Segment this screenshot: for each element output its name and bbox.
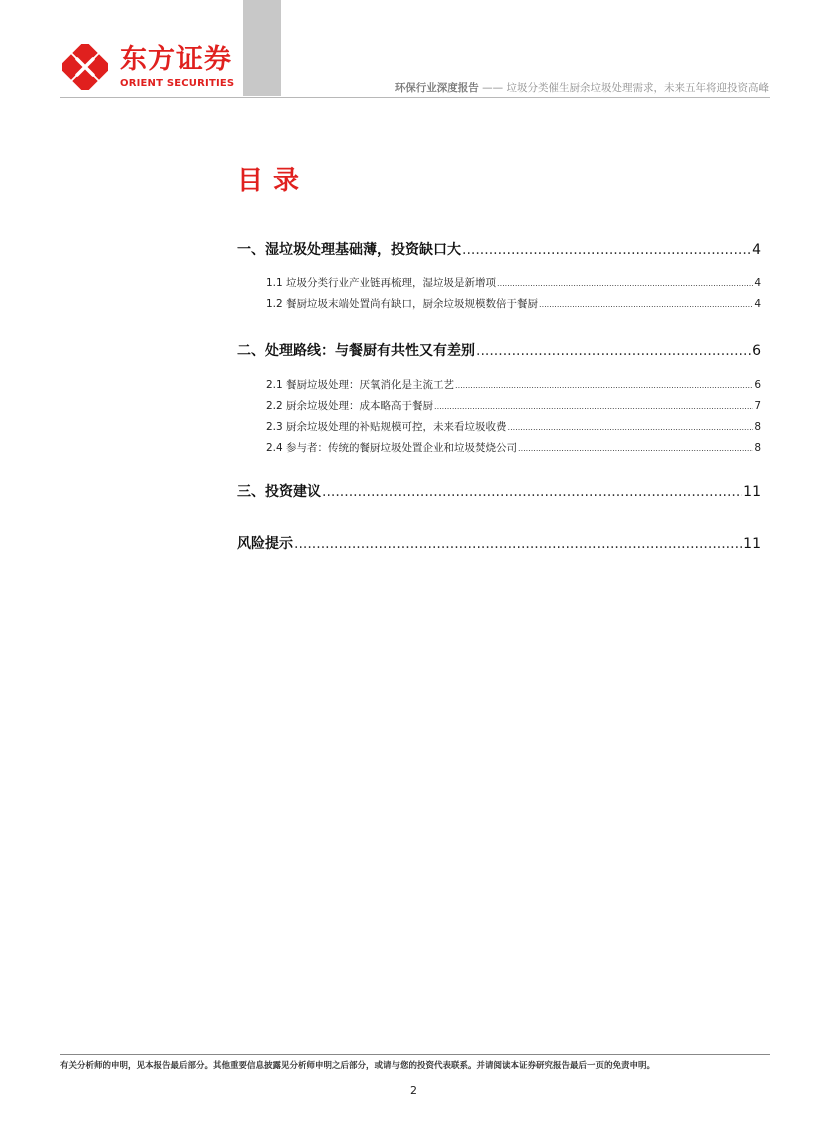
page-number: 2: [410, 1084, 417, 1097]
toc-page-number: 11: [743, 484, 761, 500]
toc-item-2-4[interactable]: [266, 441, 761, 456]
toc-leader: [518, 441, 753, 456]
toc-page-number: 6: [754, 379, 761, 391]
toc-page-number: 6: [752, 343, 761, 359]
header-divider: [60, 97, 770, 98]
toc-page-number: 8: [754, 442, 761, 454]
toc-item-2-1[interactable]: [266, 378, 761, 393]
toc-section-label: 风险提示: [237, 536, 293, 552]
toc-page-number: 11: [743, 536, 761, 552]
toc-item-label: 1.1 垃圾分类行业产业链再梳理，湿垃圾是新增项: [266, 277, 497, 289]
toc-leader: [322, 482, 742, 502]
toc-leader: [476, 341, 751, 361]
toc-item-label: 2.3 厨余垃圾处理的补贴规模可控，未来看垃圾收费: [266, 421, 507, 433]
toc-title: 目录: [237, 166, 310, 196]
toc-section-label: 三、投资建议: [237, 484, 321, 500]
brand-name-cn: 东方证券: [120, 44, 232, 75]
footer-disclaimer: 有关分析师的申明，见本报告最后部分。其他重要信息披露见分析师申明之后部分，或请与您的投资代表联系。并请阅读本证券研究报告最后一页的免责申明。: [60, 1061, 656, 1071]
toc-leader: [539, 297, 753, 312]
table-of-contents: [237, 240, 761, 554]
toc-leader: [462, 240, 751, 260]
toc-section-1[interactable]: [237, 240, 761, 260]
toc-section-3[interactable]: [237, 482, 761, 502]
orient-securities-logo-icon: [62, 44, 108, 90]
toc-item-1-2[interactable]: [266, 297, 761, 312]
toc-leader: [455, 378, 753, 393]
footer-divider: [60, 1054, 770, 1055]
brand-name-en: ORIENT SECURITIES: [120, 78, 235, 89]
report-type: 环保行业深度报告: [394, 82, 479, 94]
toc-section-risk[interactable]: [237, 534, 761, 554]
report-header: [395, 82, 769, 95]
toc-item-label: 1.2 餐厨垃圾末端处置尚有缺口，厨余垃圾规模数倍于餐厨: [266, 298, 539, 310]
toc-page-number: 4: [754, 277, 761, 289]
toc-page-number: 7: [754, 400, 761, 412]
toc-leader: [294, 534, 742, 554]
toc-page-number: 4: [754, 298, 761, 310]
toc-leader: [434, 399, 753, 414]
toc-item-label: 2.4 参与者：传统的餐厨垃圾处置企业和垃圾焚烧公司: [266, 442, 518, 454]
toc-section-label: 二、处理路线：与餐厨有共性又有差别: [237, 343, 475, 359]
toc-item-2-2[interactable]: [266, 399, 761, 414]
toc-leader: [497, 276, 753, 291]
toc-page-number: 8: [754, 421, 761, 433]
toc-page-number: 4: [752, 242, 761, 258]
toc-item-label: 2.1 餐厨垃圾处理：厌氧消化是主流工艺: [266, 379, 455, 391]
toc-section-2[interactable]: [237, 341, 761, 361]
header-separator: ——: [482, 82, 504, 94]
brand-logo: [60, 42, 240, 92]
header-gray-tab: [243, 0, 281, 96]
toc-item-2-3[interactable]: [266, 420, 761, 435]
toc-item-label: 2.2 厨余垃圾处理：成本略高于餐厨: [266, 400, 434, 412]
report-title: 垃圾分类催生厨余垃圾处理需求，未来五年将迎投资高峰: [506, 82, 769, 94]
toc-item-1-1[interactable]: [266, 276, 761, 291]
toc-section-label: 一、湿垃圾处理基础薄，投资缺口大: [237, 242, 461, 258]
toc-leader: [508, 420, 754, 435]
